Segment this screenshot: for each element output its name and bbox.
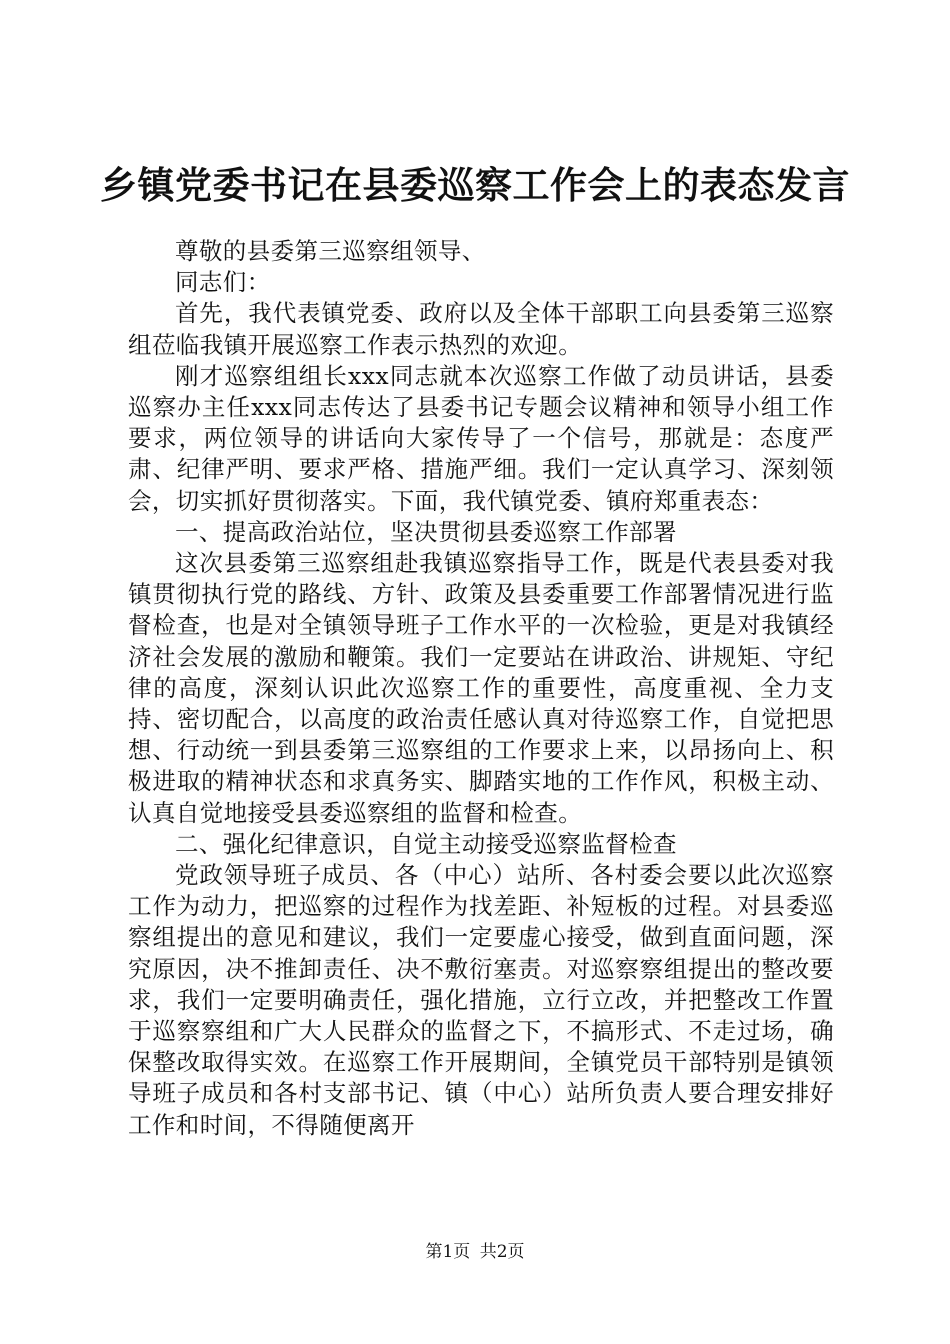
document-body	[128, 236, 834, 1141]
body-paragraph: 首先，我代表镇党委、政府以及全体干部职工向县委第三巡察组莅临我镇开展巡察工作表示热烈的欢迎。	[128, 299, 834, 359]
section-heading: 一、提高政治站位，坚决贯彻县委巡察工作部署	[175, 517, 677, 546]
section-heading: 二、强化纪律意识，自觉主动接受巡察监督检查	[175, 829, 677, 858]
body-paragraph: 党政领导班子成员、各（中心）站所、各村委会要以此次巡察工作为动力，把巡察的过程作为找差距、补短板的过程。对县委巡察组提出的意见和建议，我们一定要虚心接受，做到直面问题，深究原因，决不推卸责任、决不敷衍塞责。对巡察察组提出的整改要求，我们一定要明确责任，强化措施，立行立改，并把整改工作置于巡察察组和广大人民群众的监督之下，不搞形式、不走过场，确保整改取得实效。在巡察工作开展期间，全镇党员干部特别是镇领导班子成员和各村支部书记、镇（中心）站所负责人要合理安排好工作和时间，不得随便离开	[128, 861, 834, 1139]
document-title: 乡镇党委书记在县委巡察工作会上的表态发言	[100, 163, 850, 207]
salutation-line: 尊敬的县委第三巡察组领导、	[175, 237, 486, 265]
body-paragraph: 这次县委第三巡察组赴我镇巡察指导工作，既是代表县委对我镇贯彻执行党的路线、方针、政策及县委重要工作部署情况进行监督检查，也是对全镇领导班子工作水平的一次检验，更是对我镇经济社会发展的激励和鞭策。我们一定要站在讲政治、讲规矩、守纪律的高度，深刻认识此次巡察工作的重要性，高度重视、全力支持、密切配合，以高度的政治责任感认真对待巡察工作，自觉把思想、行动统一到县委第三巡察组的工作要求上来，以昂扬向上、积极进取的精神状态和求真务实、脚踏实地的工作作风，积极主动、认真自觉地接受县委巡察组的监督和检查。	[128, 549, 834, 827]
salutation-line: 同志们：	[175, 268, 271, 297]
body-paragraph: 刚才巡察组组长xxx同志就本次巡察工作做了动员讲话，县委巡察办主任xxx同志传达了县委书记专题会议精神和领导小组工作要求，两位领导的讲话向大家传导了一个信号，那就是：态度严肃、纪律严明、要求严格、措施严细。我们一定认真学习、深刻领会，切实抓好贯彻落实。下面，我代镇党委、镇府郑重表态：	[128, 361, 834, 515]
page-number-footer: 第1页 共2页	[425, 1242, 525, 1262]
